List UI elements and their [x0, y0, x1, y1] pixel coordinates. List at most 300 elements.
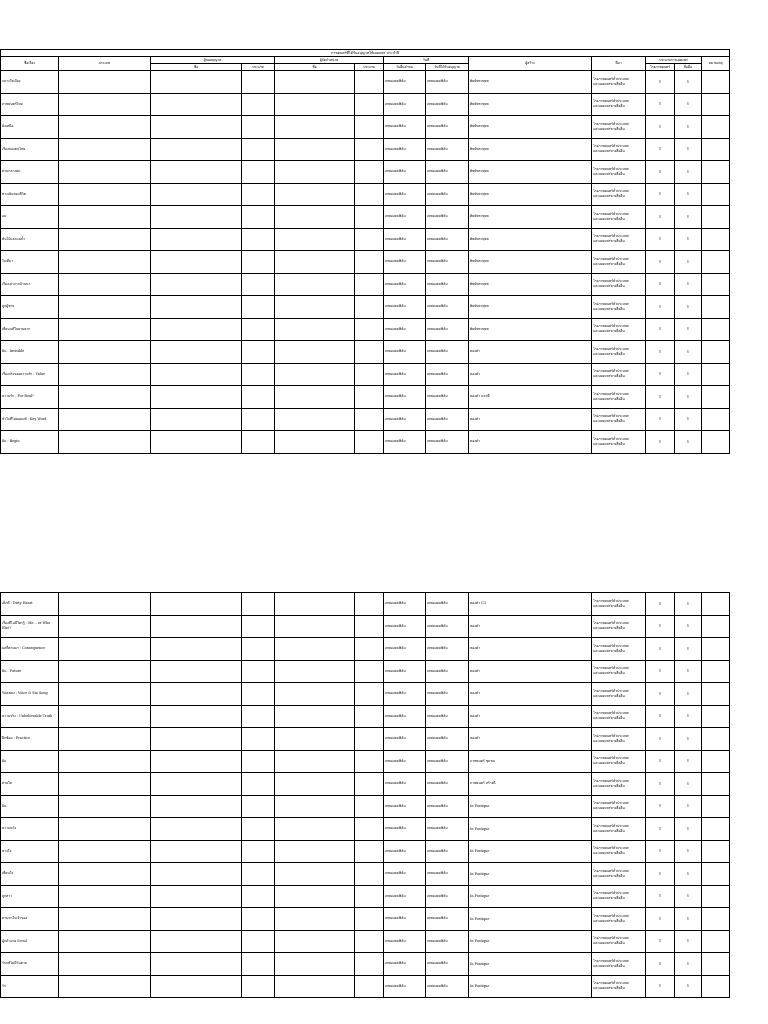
approve-date-cell: เทพมงคลฟิล์ม	[426, 930, 469, 953]
source-line-2: และเผยแพร่ทางสื่ออื่น	[593, 806, 625, 811]
note-cell	[702, 93, 730, 116]
applicant-type-cell	[242, 296, 275, 319]
table-row	[1, 728, 730, 751]
source-cell	[592, 341, 646, 364]
film-table-2	[0, 592, 730, 998]
maker-cell: In Postique	[469, 818, 592, 841]
film-title-cell: ร้องเพลง : Voice & Sin Song	[1, 683, 59, 706]
cinema-mark-cell: Y	[646, 683, 675, 706]
source-line-2: และเผยแพร่ทางสื่ออื่น	[593, 828, 625, 833]
source-line-1: โรงภาพยนตร์ทั่วประเทศ	[593, 436, 629, 441]
other-media-mark-cell: Y	[675, 251, 702, 274]
source-cell	[592, 318, 646, 341]
note-cell	[702, 750, 730, 773]
maker-cell: ภาพยนตร์ สร้างดี	[469, 773, 592, 796]
note-cell	[702, 953, 730, 976]
applicant-name-cell	[151, 228, 242, 251]
submit-date-cell: เทพมงคลฟิล์ม	[384, 183, 426, 206]
other-media-mark-cell: Y	[675, 773, 702, 796]
film-title-cell: ตามหาใจเจ้าของ	[1, 908, 59, 931]
table-row	[1, 341, 730, 364]
other-media-mark-cell: Y	[675, 840, 702, 863]
approve-date-cell: เทพมงคลฟิล์ม	[426, 228, 469, 251]
source-line-1: โรงภาพยนตร์ทั่วประเทศ	[593, 801, 629, 806]
other-media-mark-cell: Y	[675, 431, 702, 454]
film-table-1	[0, 49, 730, 454]
distributor-name-cell	[275, 840, 355, 863]
distributor-type-cell	[355, 93, 384, 116]
table-row	[1, 795, 730, 818]
source-cell	[592, 183, 646, 206]
type-cell	[59, 431, 151, 454]
distributor-type-cell	[355, 431, 384, 454]
applicant-type-cell	[242, 386, 275, 409]
maker-cell: ทองคำ	[469, 683, 592, 706]
source-cell	[592, 593, 646, 616]
source-line-1: โรงภาพยนตร์ทั่วประเทศ	[593, 256, 629, 261]
type-cell	[59, 593, 151, 616]
applicant-type-cell	[242, 408, 275, 431]
source-line-1: โรงภาพยนตร์ทั่วประเทศ	[593, 621, 629, 626]
approve-date-cell: เทพมงคลฟิล์ม	[426, 728, 469, 751]
film-title-cell: ทางใจ	[1, 840, 59, 863]
type-cell	[59, 975, 151, 998]
applicant-type-cell	[242, 206, 275, 229]
table-row	[1, 408, 730, 431]
distributor-name-cell	[275, 431, 355, 454]
submit-date-cell: เทพมงคลฟิล์ม	[384, 593, 426, 616]
source-cell	[592, 705, 646, 728]
distributor-name-cell	[275, 750, 355, 773]
submit-date-cell: เทพมงคลฟิล์ม	[384, 885, 426, 908]
source-line-2: และเผยแพร่ทางสื่ออื่น	[593, 873, 625, 878]
source-line-2: และเผยแพร่ทางสื่ออื่น	[593, 419, 625, 424]
distributor-type-cell	[355, 705, 384, 728]
approve-date-cell: เทพมงคลฟิล์ม	[426, 705, 469, 728]
cinema-mark-cell: Y	[646, 705, 675, 728]
source-line-1: โรงภาพยนตร์ทั่วประเทศ	[593, 598, 629, 603]
header-source: ที่มา	[592, 57, 646, 71]
distributor-name-cell	[275, 930, 355, 953]
source-line-2: และเผยแพร่ทางสื่ออื่น	[593, 374, 625, 379]
source-line-1: โรงภาพยนตร์ทั่วประเทศ	[593, 166, 629, 171]
note-cell	[702, 615, 730, 638]
other-media-mark-cell: Y	[675, 660, 702, 683]
applicant-name-cell	[151, 363, 242, 386]
type-cell	[59, 638, 151, 661]
distributor-type-cell	[355, 296, 384, 319]
applicant-name-cell	[151, 638, 242, 661]
applicant-type-cell	[242, 818, 275, 841]
applicant-type-cell	[242, 615, 275, 638]
distributor-type-cell	[355, 953, 384, 976]
film-title-cell: ฝัน	[1, 750, 59, 773]
source-line-1: โรงภาพยนตร์ทั่วประเทศ	[593, 76, 629, 81]
applicant-name-cell	[151, 885, 242, 908]
distributor-name-cell	[275, 116, 355, 139]
table-row	[1, 138, 730, 161]
source-line-2: และเผยแพร่ทางสื่ออื่น	[593, 918, 625, 923]
maker-cell: ทองคำ	[469, 408, 592, 431]
source-cell	[592, 683, 646, 706]
other-media-mark-cell: Y	[675, 206, 702, 229]
approve-date-cell: เทพมงคลฟิล์ม	[426, 341, 469, 364]
source-line-1: โรงภาพยนตร์ทั่วประเทศ	[593, 733, 629, 738]
applicant-name-cell	[151, 683, 242, 706]
cinema-mark-cell: Y	[646, 660, 675, 683]
note-cell	[702, 251, 730, 274]
distributor-name-cell	[275, 593, 355, 616]
source-line-1: โรงภาพยนตร์ทั่วประเทศ	[593, 189, 629, 194]
type-cell	[59, 318, 151, 341]
film-title-cell: ภาพยนตร์ไทย	[1, 93, 59, 116]
distributor-name-cell	[275, 660, 355, 683]
submit-date-cell: เทพมงคลฟิล์ม	[384, 116, 426, 139]
applicant-name-cell	[151, 773, 242, 796]
distributor-type-cell	[355, 683, 384, 706]
cinema-mark-cell: Y	[646, 408, 675, 431]
cinema-mark-cell: Y	[646, 953, 675, 976]
note-cell	[702, 705, 730, 728]
distributor-type-cell	[355, 818, 384, 841]
applicant-type-cell	[242, 183, 275, 206]
film-title-cell: เรื่องจริงของความรัก : Value	[1, 363, 59, 386]
maker-cell: ศิษย์พระพุทธ	[469, 183, 592, 206]
distributor-name-cell	[275, 773, 355, 796]
applicant-name-cell	[151, 71, 242, 94]
other-media-mark-cell: Y	[675, 975, 702, 998]
distributor-type-cell	[355, 908, 384, 931]
note-cell	[702, 863, 730, 886]
cinema-mark-cell: Y	[646, 161, 675, 184]
cinema-mark-cell: Y	[646, 863, 675, 886]
source-line-2: และเผยแพร่ทางสื่ออื่น	[593, 441, 625, 446]
source-cell	[592, 840, 646, 863]
note-cell	[702, 818, 730, 841]
source-line-1: โรงภาพยนตร์ทั่วประเทศ	[593, 666, 629, 671]
distributor-type-cell	[355, 408, 384, 431]
distributor-name-cell	[275, 863, 355, 886]
cinema-mark-cell: Y	[646, 138, 675, 161]
note-cell	[702, 71, 730, 94]
applicant-name-cell	[151, 341, 242, 364]
film-title-cell: ต้นไม้และแม่น้ำ	[1, 228, 59, 251]
type-cell	[59, 386, 151, 409]
type-cell	[59, 683, 151, 706]
applicant-name-cell	[151, 615, 242, 638]
distributor-name-cell	[275, 885, 355, 908]
submit-date-cell: เทพมงคลฟิล์ม	[384, 408, 426, 431]
type-cell	[59, 93, 151, 116]
table-row	[1, 93, 730, 116]
other-media-mark-cell: Y	[675, 228, 702, 251]
submit-date-cell: เทพมงคลฟิล์ม	[384, 251, 426, 274]
applicant-name-cell	[151, 728, 242, 751]
distributor-name-cell	[275, 818, 355, 841]
film-title-cell: เรื่องของคนไทย	[1, 138, 59, 161]
table-row	[1, 71, 730, 94]
submit-date-cell: เทพมงคลฟิล์ม	[384, 638, 426, 661]
table-row	[1, 660, 730, 683]
header-type: ประเภท	[59, 57, 151, 71]
table-row	[1, 183, 730, 206]
type-cell	[59, 953, 151, 976]
submit-date-cell: เทพมงคลฟิล์ม	[384, 431, 426, 454]
type-cell	[59, 795, 151, 818]
source-cell	[592, 161, 646, 184]
applicant-type-cell	[242, 750, 275, 773]
maker-cell: ทองคำ	[469, 728, 592, 751]
film-title-cell: เพื่อนแท้ในยามยาก	[1, 318, 59, 341]
source-line-2: และเผยแพร่ทางสื่ออื่น	[593, 284, 625, 289]
other-media-mark-cell: Y	[675, 296, 702, 319]
applicant-name-cell	[151, 161, 242, 184]
maker-cell: ศิษย์พระพุทธ	[469, 228, 592, 251]
source-cell	[592, 251, 646, 274]
applicant-type-cell	[242, 318, 275, 341]
applicant-type-cell	[242, 840, 275, 863]
header-group-a: ผู้ขออนุญาต	[151, 57, 275, 64]
applicant-type-cell	[242, 975, 275, 998]
maker-cell: ทองคำ	[469, 660, 592, 683]
film-title-cell: ฝัน : Invisible	[1, 341, 59, 364]
applicant-name-cell	[151, 296, 242, 319]
applicant-type-cell	[242, 228, 275, 251]
applicant-name-cell	[151, 863, 242, 886]
film-title-cell: ลูกสาว	[1, 885, 59, 908]
header-a1: ชื่อ	[151, 64, 242, 71]
applicant-name-cell	[151, 273, 242, 296]
submit-date-cell: เทพมงคลฟิล์ม	[384, 273, 426, 296]
maker-cell: ทองคำ	[469, 615, 592, 638]
other-media-mark-cell: Y	[675, 593, 702, 616]
note-cell	[702, 840, 730, 863]
submit-date-cell: เทพมงคลฟิล์ม	[384, 683, 426, 706]
header-d2: สื่ออื่น	[675, 64, 702, 71]
source-line-1: โรงภาพยนตร์ทั่วประเทศ	[593, 369, 629, 374]
applicant-name-cell	[151, 431, 242, 454]
distributor-type-cell	[355, 138, 384, 161]
header-title: ชื่อเรื่อง	[1, 57, 59, 71]
film-title-cell: ฝัน : Future	[1, 660, 59, 683]
source-line-1: โรงภาพยนตร์ทั่วประเทศ	[593, 391, 629, 396]
source-line-1: โรงภาพยนตร์ทั่วประเทศ	[593, 99, 629, 104]
approve-date-cell: เทพมงคลฟิล์ม	[426, 975, 469, 998]
cinema-mark-cell: Y	[646, 251, 675, 274]
distributor-name-cell	[275, 908, 355, 931]
film-title-cell: ใจเดียว	[1, 251, 59, 274]
type-cell	[59, 615, 151, 638]
other-media-mark-cell: Y	[675, 615, 702, 638]
distributor-type-cell	[355, 161, 384, 184]
table-row	[1, 683, 730, 706]
source-cell	[592, 728, 646, 751]
type-cell	[59, 908, 151, 931]
approve-date-cell: เทพมงคลฟิล์ม	[426, 908, 469, 931]
source-line-1: โรงภาพยนตร์ทั่วประเทศ	[593, 324, 629, 329]
distributor-type-cell	[355, 975, 384, 998]
approve-date-cell: เทพมงคลฟิล์ม	[426, 138, 469, 161]
distributor-name-cell	[275, 975, 355, 998]
applicant-type-cell	[242, 341, 275, 364]
applicant-name-cell	[151, 318, 242, 341]
distributor-name-cell	[275, 71, 355, 94]
applicant-type-cell	[242, 660, 275, 683]
note-cell	[702, 206, 730, 229]
applicant-type-cell	[242, 683, 275, 706]
submit-date-cell: เทพมงคลฟิล์ม	[384, 840, 426, 863]
applicant-name-cell	[151, 138, 242, 161]
note-cell	[702, 138, 730, 161]
type-cell	[59, 206, 151, 229]
other-media-mark-cell: Y	[675, 930, 702, 953]
header-a2: ประเภท	[242, 64, 275, 71]
approve-date-cell: เทพมงคลฟิล์ม	[426, 318, 469, 341]
source-line-1: โรงภาพยนตร์ทั่วประเทศ	[593, 301, 629, 306]
note-cell	[702, 885, 730, 908]
maker-cell: ศิษย์พระพุทธ	[469, 273, 592, 296]
other-media-mark-cell: Y	[675, 795, 702, 818]
note-cell	[702, 660, 730, 683]
submit-date-cell: เทพมงคลฟิล์ม	[384, 818, 426, 841]
applicant-type-cell	[242, 953, 275, 976]
note-cell	[702, 908, 730, 931]
submit-date-cell: เทพมงคลฟิล์ม	[384, 615, 426, 638]
film-title-cell: เด็กดี : Dirty Heart	[1, 593, 59, 616]
type-cell	[59, 818, 151, 841]
source-cell	[592, 228, 646, 251]
cinema-mark-cell: Y	[646, 93, 675, 116]
source-line-2: และเผยแพร่ทางสื่ออื่น	[593, 81, 625, 86]
distributor-type-cell	[355, 183, 384, 206]
distributor-name-cell	[275, 228, 355, 251]
source-line-2: และเผยแพร่ทางสื่ออื่น	[593, 239, 625, 244]
applicant-type-cell	[242, 863, 275, 886]
maker-cell: ศิษย์พระพุทธ	[469, 71, 592, 94]
other-media-mark-cell: Y	[675, 93, 702, 116]
source-line-2: และเผยแพร่ทางสื่ออื่น	[593, 329, 625, 334]
distributor-type-cell	[355, 593, 384, 616]
applicant-name-cell	[151, 386, 242, 409]
film-title-cell: แม่	[1, 206, 59, 229]
approve-date-cell: เทพมงคลฟิล์ม	[426, 71, 469, 94]
applicant-type-cell	[242, 885, 275, 908]
note-cell	[702, 593, 730, 616]
distributor-name-cell	[275, 953, 355, 976]
film-title-cell: เรื่องที่ไม่มีใครรู้ : Me... or Who Else?	[1, 615, 59, 638]
source-line-2: และเผยแพร่ทางสื่ออื่น	[593, 603, 625, 608]
source-cell	[592, 930, 646, 953]
source-line-1: โรงภาพยนตร์ทั่วประเทศ	[593, 346, 629, 351]
source-line-2: และเผยแพร่ทางสื่ออื่น	[593, 396, 625, 401]
table-row	[1, 296, 730, 319]
source-line-2: และเผยแพร่ทางสื่ออื่น	[593, 896, 625, 901]
approve-date-cell: เทพมงคลฟิล์ม	[426, 795, 469, 818]
approve-date-cell: เทพมงคลฟิล์ม	[426, 363, 469, 386]
maker-cell: In Postique	[469, 953, 592, 976]
applicant-name-cell	[151, 840, 242, 863]
note-cell	[702, 930, 730, 953]
table-2-body	[1, 593, 730, 998]
table-row	[1, 431, 730, 454]
applicant-name-cell	[151, 183, 242, 206]
maker-cell: ทองคำ	[469, 638, 592, 661]
other-media-mark-cell: Y	[675, 728, 702, 751]
maker-cell: In Postique	[469, 930, 592, 953]
source-line-2: และเผยแพร่ทางสื่ออื่น	[593, 716, 625, 721]
source-line-2: และเผยแพร่ทางสื่ออื่น	[593, 963, 625, 968]
submit-date-cell: เทพมงคลฟิล์ม	[384, 795, 426, 818]
cinema-mark-cell: Y	[646, 615, 675, 638]
other-media-mark-cell: Y	[675, 885, 702, 908]
type-cell	[59, 183, 151, 206]
distributor-type-cell	[355, 885, 384, 908]
other-media-mark-cell: Y	[675, 138, 702, 161]
submit-date-cell: เทพมงคลฟิล์ม	[384, 138, 426, 161]
type-cell	[59, 773, 151, 796]
film-title-cell: กลางใจเมือง	[1, 71, 59, 94]
submit-date-cell: เทพมงคลฟิล์ม	[384, 728, 426, 751]
cinema-mark-cell: Y	[646, 795, 675, 818]
source-line-2: และเผยแพร่ทางสื่ออื่น	[593, 351, 625, 356]
source-line-1: โรงภาพยนตร์ทั่วประเทศ	[593, 711, 629, 716]
approve-date-cell: เทพมงคลฟิล์ม	[426, 206, 469, 229]
source-line-2: และเผยแพร่ทางสื่ออื่น	[593, 738, 625, 743]
maker-cell: ศิษย์พระพุทธ	[469, 93, 592, 116]
other-media-mark-cell: Y	[675, 273, 702, 296]
table-row	[1, 318, 730, 341]
source-line-2: และเผยแพร่ทางสื่ออื่น	[593, 126, 625, 131]
header-b1: ชื่อ	[275, 64, 355, 71]
maker-cell: ทองคำ และพี่	[469, 386, 592, 409]
cinema-mark-cell: Y	[646, 386, 675, 409]
distributor-type-cell	[355, 116, 384, 139]
submit-date-cell: เทพมงคลฟิล์ม	[384, 773, 426, 796]
submit-date-cell: เทพมงคลฟิล์ม	[384, 161, 426, 184]
approve-date-cell: เทพมงคลฟิล์ม	[426, 660, 469, 683]
approve-date-cell: เทพมงคลฟิล์ม	[426, 296, 469, 319]
header-note: หมายเหตุ	[702, 57, 730, 71]
source-line-2: และเผยแพร่ทางสื่ออื่น	[593, 986, 625, 991]
source-line-1: โรงภาพยนตร์ทั่วประเทศ	[593, 913, 629, 918]
film-title-cell: หัวใจที่ไม่ยอมแพ้ : Key Word	[1, 408, 59, 431]
film-title-cell: ฝึกซ้อม : Practice	[1, 728, 59, 751]
cinema-mark-cell: Y	[646, 296, 675, 319]
table-row	[1, 773, 730, 796]
applicant-type-cell	[242, 363, 275, 386]
distributor-name-cell	[275, 273, 355, 296]
applicant-type-cell	[242, 273, 275, 296]
cinema-mark-cell: Y	[646, 431, 675, 454]
cinema-mark-cell: Y	[646, 908, 675, 931]
note-cell	[702, 728, 730, 751]
distributor-name-cell	[275, 206, 355, 229]
type-cell	[59, 863, 151, 886]
applicant-name-cell	[151, 93, 242, 116]
type-cell	[59, 408, 151, 431]
approve-date-cell: เทพมงคลฟิล์ม	[426, 273, 469, 296]
other-media-mark-cell: Y	[675, 408, 702, 431]
source-line-1: โรงภาพยนตร์ทั่วประเทศ	[593, 414, 629, 419]
approve-date-cell: เทพมงคลฟิล์ม	[426, 408, 469, 431]
distributor-type-cell	[355, 273, 384, 296]
table-row	[1, 818, 730, 841]
source-cell	[592, 93, 646, 116]
source-cell	[592, 885, 646, 908]
table-row	[1, 750, 730, 773]
cinema-mark-cell: Y	[646, 885, 675, 908]
other-media-mark-cell: Y	[675, 183, 702, 206]
